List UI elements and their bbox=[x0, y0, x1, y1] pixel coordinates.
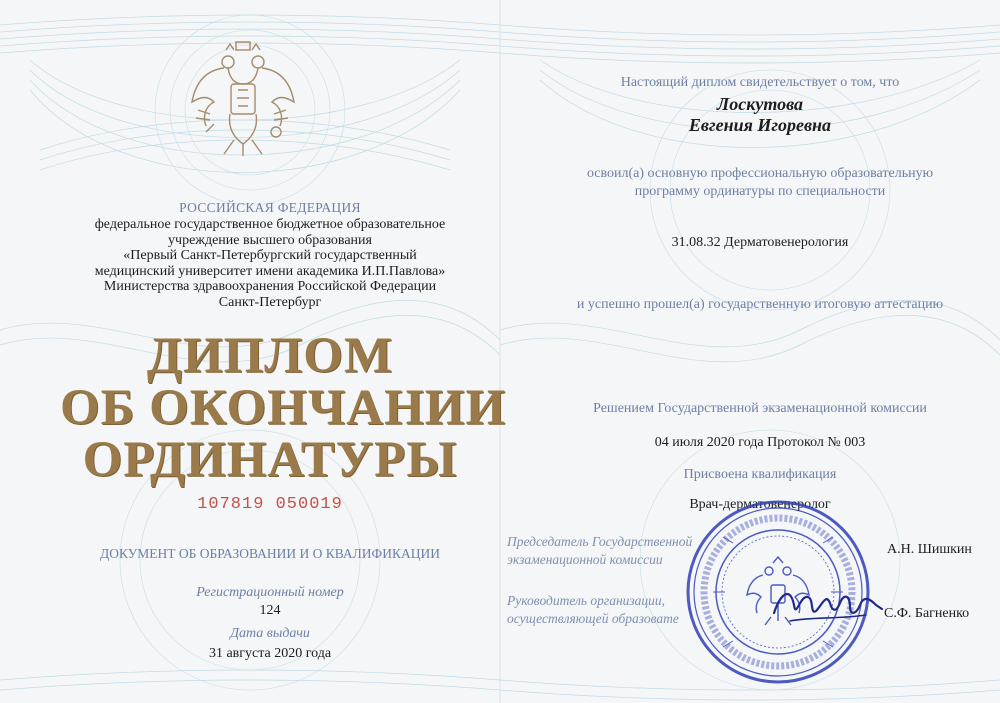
country-name: РОССИЙСКАЯ ФЕДЕРАЦИЯ bbox=[179, 200, 361, 215]
handwritten-signature bbox=[770, 575, 885, 635]
mastered-line-2: программу ординатуры по специальности bbox=[634, 184, 886, 199]
institution-line-4: медицинский университет имени академика И.П.Павлова» bbox=[94, 263, 446, 279]
specialty: 31.08.32 Дерматовенерология bbox=[671, 235, 849, 250]
head-label-line-1: Руководитель организации, bbox=[507, 593, 666, 608]
title-line-3: ОРДИНАТУРЫ bbox=[82, 432, 458, 488]
certifies-text: Настоящий диплом свидетельствует о том, что bbox=[620, 75, 900, 90]
document-type: ДОКУМЕНТ ОБ ОБРАЗОВАНИИ И О КВАЛИФИКАЦИИ bbox=[100, 546, 440, 561]
qualification: Врач-дерматовенеролог bbox=[689, 497, 831, 512]
institution-line-3: «Первый Санкт-Петербургский государственный bbox=[123, 248, 417, 263]
holder-given-names: Евгения Игоревна bbox=[688, 115, 832, 135]
institution-line-5: Министерства здравоохранения Российской Федерации bbox=[103, 279, 437, 294]
chairman-label bbox=[507, 533, 692, 569]
issue-date: 31 августа 2020 года bbox=[208, 646, 332, 661]
chairman-name: А.Н. Шишкин bbox=[887, 542, 972, 557]
protocol-info: 04 июля 2020 года Протокол № 003 bbox=[654, 435, 866, 450]
head-name: С.Ф. Багненко bbox=[884, 606, 970, 621]
institution-line-6: Санкт-Петербург bbox=[218, 294, 322, 310]
mastered-line-1: освоил(а) основную профессиональную образовательную bbox=[586, 166, 934, 181]
registration-label: Регистрационный номер bbox=[196, 585, 344, 600]
institution-line-1: федеральное государственное бюджетное образовательное bbox=[94, 217, 446, 232]
mastered-program-text bbox=[520, 165, 1000, 201]
institution-name bbox=[60, 217, 480, 310]
qualification-assigned-label: Присвоена квалификация bbox=[683, 467, 837, 482]
head-label bbox=[507, 592, 679, 628]
diploma-title bbox=[60, 328, 507, 488]
holder-surname: Лоскутова bbox=[716, 94, 804, 114]
issue-date-label: Дата выдачи bbox=[230, 626, 310, 641]
serial-number: 107819 050019 bbox=[197, 495, 343, 514]
head-label-line-2: осуществляющей образовате bbox=[507, 611, 679, 626]
passed-attestation-text: и успешно прошел(а) государственную итоговую аттестацию bbox=[576, 297, 944, 312]
commission-decision-text: Решением Государственной экзаменационной комиссии bbox=[593, 401, 927, 416]
title-line-2: ОБ ОКОНЧАНИИ bbox=[60, 380, 507, 436]
double-headed-eagle-emblem bbox=[188, 40, 298, 160]
chairman-label-line-2: экзаменационной комиссии bbox=[507, 552, 663, 567]
institution-line-2: учреждение высшего образования bbox=[168, 232, 372, 248]
registration-number: 124 bbox=[259, 603, 281, 618]
title-line-1: ДИПЛОМ bbox=[146, 328, 394, 384]
chairman-label-line-1: Председатель Государственной bbox=[507, 534, 693, 549]
